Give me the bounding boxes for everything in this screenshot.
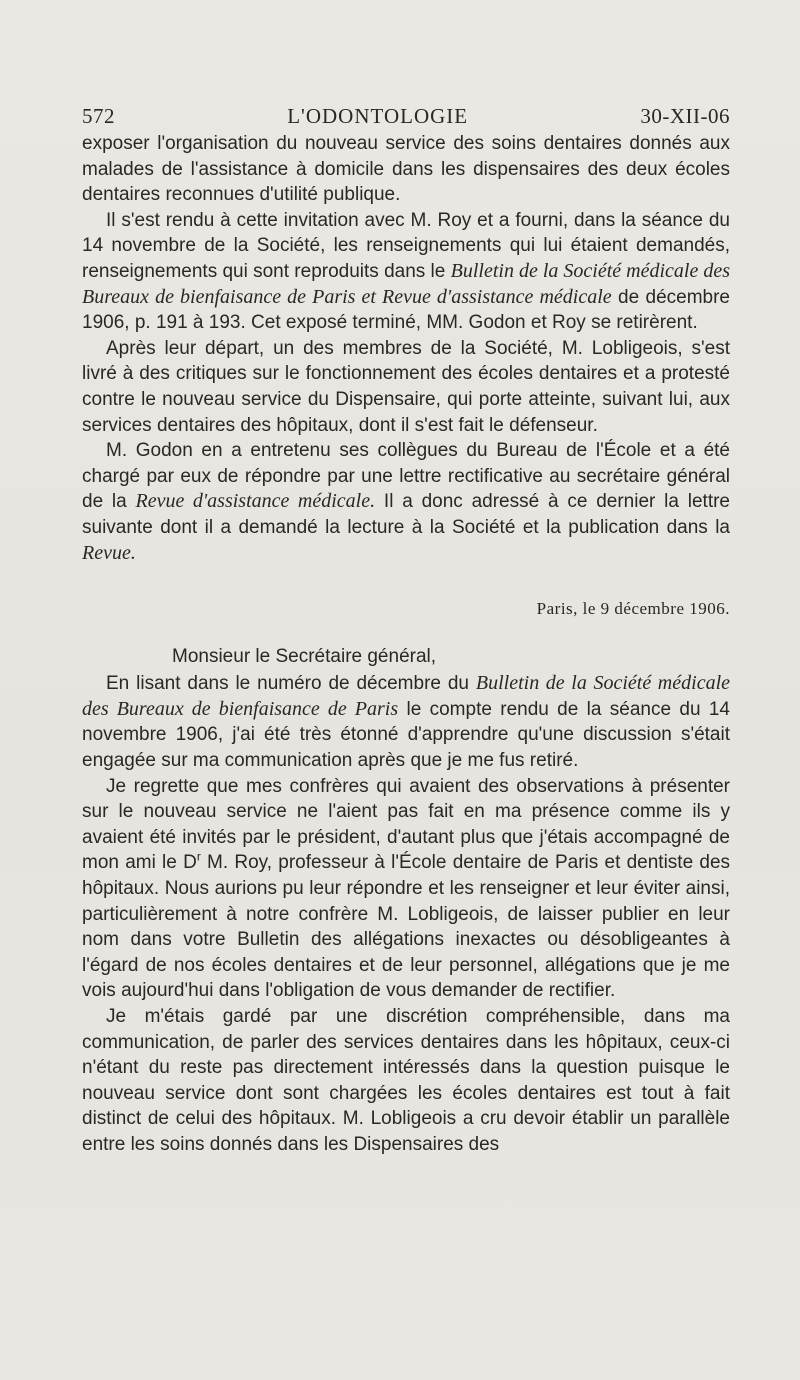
paragraph-6-text-b: M. Roy, professeur à l'École dentaire de Paris et dentiste des hôpitaux. Nous aurions pu leur répondre et les renseigner et leur éviter ainsi, particulièrement à notre confrère M. Lobligeois, de laisser publier en leur nom dans votre Bulletin des allégations inexactes ou désobligeantes à l'égard de nos écoles dentaires et de leur personnel, allégations que je me vois aujourd'hui dans l'obligation de vous demander de rectifier. xyxy=(82,852,731,1002)
letter-dateline: Paris, le 9 décembre 1906. xyxy=(536,599,730,619)
paragraph-5-italic: Bulletin de la Société médicale des Bureaux de bienfaisance de Paris xyxy=(82,672,730,720)
paragraph-4-text-b: Il a donc adressé à ce dernier la lettre suivante dont il a demandé la lecture à la Société et la publication dans la xyxy=(82,491,730,538)
issue-date: 30-XII-06 xyxy=(640,104,730,128)
paragraph-4-italic-2: Revue. xyxy=(82,541,136,564)
running-head xyxy=(82,104,730,129)
journal-title: L'ODONTOLOGIE xyxy=(287,104,469,128)
page-number: 572 xyxy=(82,104,115,128)
paragraph-5 xyxy=(82,671,730,773)
paragraph-2-text-b: de décembre 1906, p. 191 à 193. Cet exposé terminé, MM. Godon et Roy se retirèrent. xyxy=(82,286,730,334)
paragraph-2 xyxy=(82,208,730,336)
paragraph-6-superscript: r xyxy=(196,850,201,865)
paragraph-2-italic: Bulletin de la Société médicale des Bureaux de bienfaisance de Paris et Revue d'assistance médicale xyxy=(82,259,730,308)
paragraph-7: Je m'étais gardé par une discrétion compréhensible, dans ma communication, de parler des services dentaires dans les hôpitaux, ceux-ci n'étant du reste pas directement intéressés dans la question puisque le nouveau service dont sont chargées les écoles dentaires est tout à fait distinct de celui des hôpitaux. M. Lobligeois a cru devoir établir un parallèle entre les soins donnés dans les Dispensaires des xyxy=(82,1006,730,1155)
paragraph-2-text-a: Il s'est rendu à cette invitation avec M. Roy et a fourni, dans la séance du 14 novembre de la Société, les renseignements qui lui étaient demandés, renseignements qui sont reproduits dans le xyxy=(82,209,730,282)
paragraph-5-text-a: En lisant dans le numéro de décembre du xyxy=(106,673,476,695)
paragraph-6-text-a: Je regrette que mes confrères qui avaient des observations à présenter sur le nouveau service ne l'aient pas fait en ma présence comme ils y avaient été invités par le président, d'autant plus que j'étais accompagné de mon ami le D xyxy=(82,775,730,874)
paragraph-4-text-a: M. Godon en a entretenu ses collègues du Bureau de l'École et a été chargé par eux de répondre par une lettre rectificative au secrétaire général de la xyxy=(82,440,730,513)
paragraph-4 xyxy=(82,438,730,566)
paragraph-6 xyxy=(82,774,730,1004)
paragraph-4-italic-1: Revue d'assistance médicale. xyxy=(135,490,376,513)
article-body xyxy=(82,131,730,1158)
paragraph-3: Après leur départ, un des membres de la Société, M. Lobligeois, s'est livré à des critiques sur le fonctionnement des écoles dentaires et a protesté contre le nouveau service du Dispensaire, qui porte atteinte, suivant lui, aux services dentaires des hôpitaux, dont il s'est fait le défenseur. xyxy=(82,337,730,436)
letter-salutation: Monsieur le Secrétaire général, xyxy=(172,645,437,667)
paragraph-1: exposer l'organisation du nouveau service des soins dentaires donnés aux malades de l'assistance à domicile dans les dispensaires des deux écoles dentaires reconnues d'utilité publique. xyxy=(82,133,730,206)
paragraph-5-text-b: le compte rendu de la séance du 14 novembre 1906, j'ai été très étonné d'apprendre qu'une discussion s'était engagée sur ma communication après que je me fus retiré. xyxy=(82,698,730,772)
